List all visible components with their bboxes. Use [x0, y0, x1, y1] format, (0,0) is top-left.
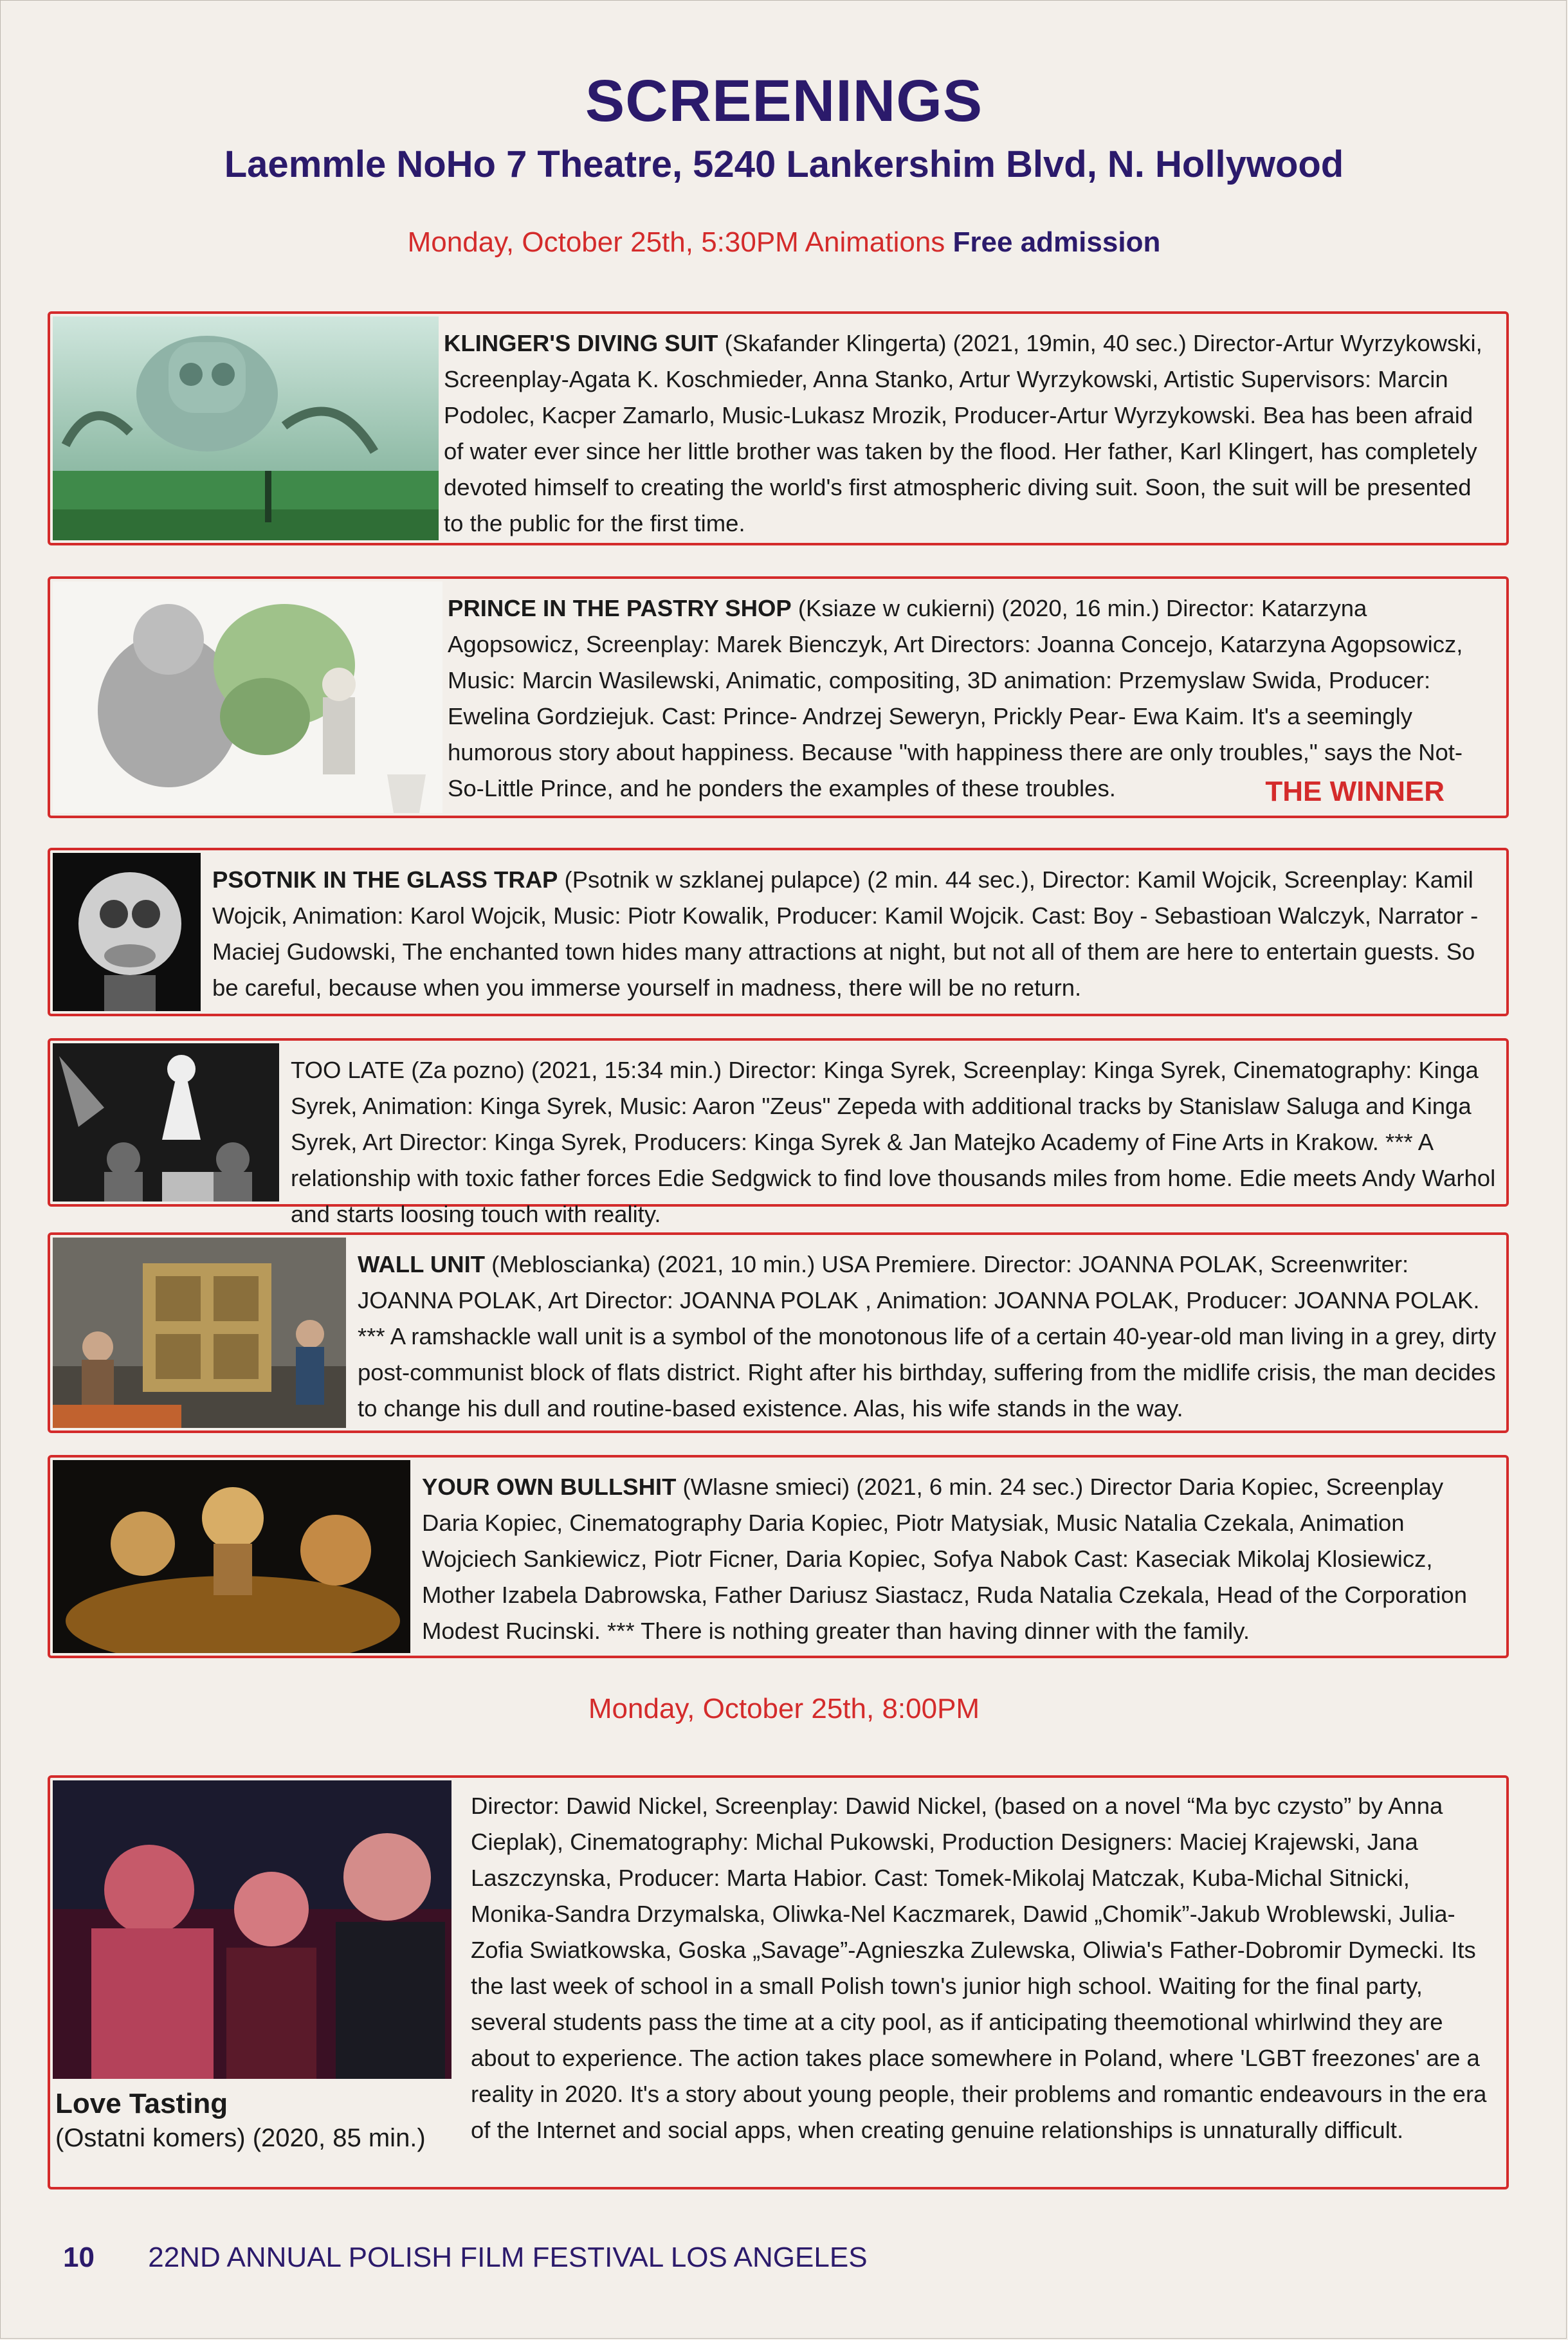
film-still-your-own-bullshit: [53, 1460, 410, 1653]
film-still-klinger: [53, 316, 439, 540]
film-description-your-own-bullshit: [422, 1469, 1497, 1649]
film-card-too-late: [48, 1038, 1509, 1227]
film-details-klinger: (Skafander Klingerta) (2021, 19min, 40 sec.) Director-Artur Wyrzykowski, Screenplay-Agata K. Koschmieder, Anna Stanko, Artur Wyrzykowski, Artistic Supervisors: Marcin Podolec, Kacper Zamarlo, Music-Lukasz Mrozik, Producer-Artur Wyrzykowski. Bea has been afraid of water ever since her little brother was taken by the flood. Her father, Karl Klingert, has completely devoted himself to creating the world's first atmospheric diving suit. Soon, the suit will be presented to the public for the first time.: [444, 330, 1482, 536]
film-description-too-late: [291, 1052, 1497, 1232]
feature-subtitle: (Ostatni komers) (2020, 85 min.): [55, 2124, 426, 2152]
feature-details: Director: Dawid Nickel, Screenplay: Dawid Nickel, (based on a novel “Ma byc czysto” by Anna Cieplak), Cinematography: Michal Pukowski, Production Designers: Maciej Krajewski, Jana Laszczynska, Producer: Marta Habior. Cast: Tomek-Mikolaj Matczak, Kuba-Michal Sitnicki, Monika-Sandra Drzymalska, Oliwka-Nel Kaczmarek, Dawid „Chomik”-Jakub Wroblewski, Julia-Zofia Swiatkowska, Goska „Savage”-Agnieszka Zulewska, Oliwia's Father-Dobromir Dymecki. Its the last week of school in a small Polish town's junior high school. Waiting for the final party, several students pass the time at a city pool, as if anticipating theemotional whirlwind they are about to experience. The action takes place somewhere in Poland, where 'LGBT freezones' are a reality in 2020. It's a story about young people, their problems and romantic endeavours in the era of the Internet and social apps, when creating genuine relationships is unnaturally difficult.: [471, 1793, 1487, 2143]
film-title-klinger: KLINGER'S DIVING SUIT: [444, 330, 718, 356]
feature-still-love-tasting: [53, 1780, 451, 2079]
film-still-psotnik: [53, 853, 201, 1011]
winner-badge: THE WINNER: [1265, 776, 1445, 807]
feature-title: Love Tasting: [55, 2088, 228, 2119]
film-still-too-late: [53, 1043, 279, 1202]
film-description-klinger: [444, 325, 1497, 542]
film-description-prince: [448, 590, 1497, 807]
film-card-wall-unit: [48, 1232, 1509, 1433]
film-description-wall-unit: [358, 1247, 1497, 1427]
film-details-too-late: TOO LATE (Za pozno) (2021, 15:34 min.) Director: Kinga Syrek, Screenplay: Kinga Syrek, Cinematography: Kinga Syrek, Animation: Kinga Syrek, Music: Aaron "Zeus" Zepeda with additional tracks by Stanislaw Saluga and Kinga Syrek, Art Director: Kinga Syrek, Producers: Kinga Syrek & Jan Matejko Academy of Fine Arts in Krakow. *** A relationship with toxic father forces Edie Sedgwick to find love thousands miles from home. Edie meets Andy Warhol and starts loosing touch with reality.: [291, 1057, 1496, 1227]
film-still-wall-unit: [53, 1238, 346, 1428]
film-card-klinger: [48, 311, 1509, 545]
film-details-wall-unit: (Mebloscianka) (2021, 10 min.) USA Premiere. Director: JOANNA POLAK, Screenwriter: JOANNA POLAK, Art Director: JOANNA POLAK , Animation: JOANNA POLAK, Producer: JOANNA POLAK. *** A ramshackle wall unit is a symbol of the monotonous life of a certain 40-year-old man living in a grey, dirty post-communist block of flats district. Right after his birthday, suffering from the midlife crisis, the man decides to change his dull and routine-based existence. Alas, his wife stands in the way.: [358, 1251, 1497, 1421]
film-description-psotnik: [212, 862, 1497, 1006]
festival-name: 22ND ANNUAL POLISH FILM FESTIVAL LOS ANGELES: [148, 2242, 868, 2273]
page-title: SCREENINGS: [585, 68, 983, 134]
film-details-prince: (Ksiaze w cukierni) (2020, 16 min.) Director: Katarzyna Agopsowicz, Screenplay: Marek Bienczyk, Art Directors: Joanna Concejo, Katarzyna Agopsowicz, Music: Marcin Wasilewski, Animatic, compositing, 3D animation: Przemyslaw Swida, Producer: Ewelina Gordziejuk. Cast: Prince- Andrzej Seweryn, Prickly Pear- Ewa Kaim. It's a seemingly humorous story about happiness. Because "with happiness there are only troubles," says the Not-So-Little Prince, and he ponders the examples of these troubles.: [448, 595, 1463, 801]
film-title-wall-unit: WALL UNIT: [358, 1251, 486, 1277]
film-card-prince: [48, 576, 1509, 818]
film-card-your-own-bullshit: [48, 1455, 1509, 1658]
session1-date: Monday, October 25th, 5:30PM: [407, 226, 799, 258]
film-title-psotnik: PSOTNIK IN THE GLASS TRAP: [212, 866, 558, 893]
film-card-psotnik: [48, 848, 1509, 1016]
film-details-your-own-bullshit: (Wlasne smieci) (2021, 6 min. 24 sec.) Director Daria Kopiec, Screenplay Daria Kopiec, Cinematography Daria Kopiec, Piotr Matysiak, Music Natalia Czekala, Animation Wojciech Sankiewicz, Piotr Ficner, Daria Kopiec, Sofya Nabok Cast: Kaseciak Mikolaj Klosiewicz, Mother Izabela Dabrowska, Father Dariusz Siastacz, Ruda Natalia Czekala, Head of the Corporation Modest Rucinski. *** There is nothing greater than having dinner with the family.: [422, 1474, 1468, 1644]
page-footer: [63, 2242, 868, 2274]
venue-address: Laemmle NoHo 7 Theatre, 5240 Lankershim Blvd, N. Hollywood: [224, 143, 1344, 185]
session1-heading: [0, 226, 1568, 259]
film-title-your-own-bullshit: YOUR OWN BULLSHIT: [422, 1474, 677, 1500]
film-details-psotnik: (Psotnik w szklanej pulapce) (2 min. 44 sec.), Director: Kamil Wojcik, Screenplay: Kamil Wojcik, Animation: Karol Wojcik, Music: Piotr Kowalik, Producer: Kamil Wojcik. Cast: Boy - Sebastioan Walczyk, Narrator - Maciej Gudowski, The enchanted town hides many attractions at night, but not all of them are here to entertain guests. So be careful, because when you immerse yourself in madness, there will be no return.: [212, 866, 1479, 1001]
feature-description: [471, 1788, 1497, 2148]
session1-admission: Free admission: [953, 226, 1161, 258]
film-title-prince: PRINCE IN THE PASTRY SHOP: [448, 595, 792, 621]
film-still-prince: [53, 581, 442, 813]
page-number: 10: [63, 2242, 95, 2273]
session2-heading: Monday, October 25th, 8:00PM: [588, 1693, 980, 1724]
session1-type: Animations: [805, 226, 945, 258]
